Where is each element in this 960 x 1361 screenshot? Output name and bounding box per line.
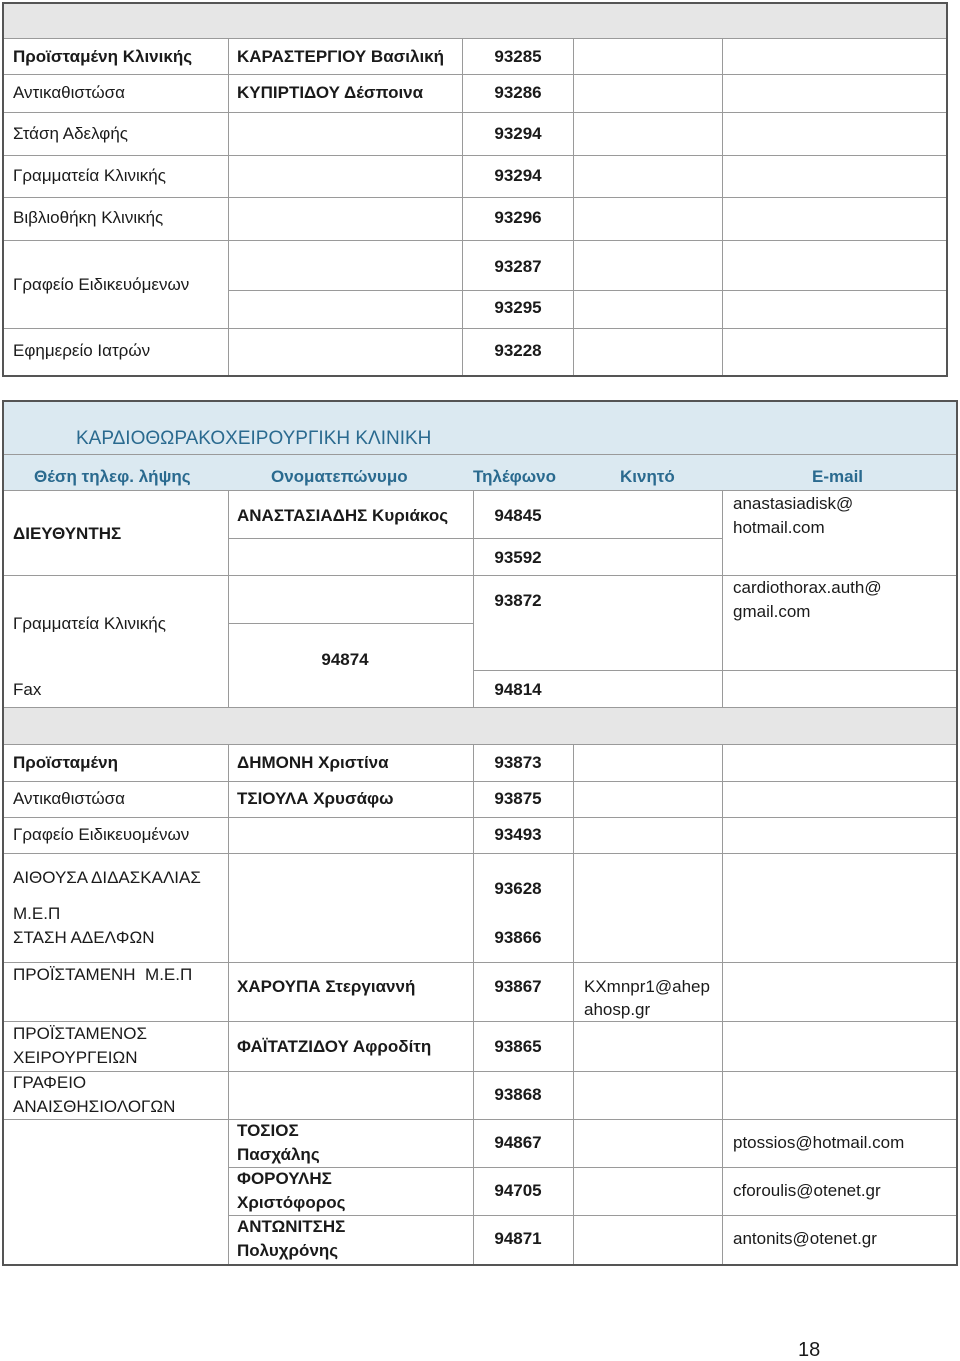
s3-row3-role: Γραφείο Ειδικευομένων [13,825,190,844]
doctor3-phone: 94871 [494,1229,542,1248]
doctor1-email: ptossios@hotmail.com [733,1133,905,1152]
surgery-head-phone: 93865 [494,1037,542,1056]
doctor1-phone: 94867 [494,1133,542,1152]
director-phone2: 93592 [494,548,542,567]
s3-row1-phone: 93873 [494,753,542,772]
director-email-line2: hotmail.com [733,518,825,537]
s3-row1-role: Προϊσταμένη [13,753,119,772]
s1-row2-phone: 93286 [494,83,542,102]
s1-row6-phone: 93287 [494,257,542,276]
mep-head-name: ΧΑΡΟΥΠΑ Στεργιαννή [237,977,416,996]
s1-row4-phone: 93294 [494,166,542,185]
doctor2-surname: ΦΟΡΟΥΛΗΣ [237,1169,332,1188]
doctor2-email: cforoulis@otenet.gr [733,1181,881,1200]
secretariat-email-line1: cardiothorax.auth@ [733,578,882,597]
director-email-line1: anastasiadisk@ [733,494,854,513]
anesth-role-line2: ΑΝΑΙΣΘΗΣΙΟΛΟΓΩΝ [13,1097,176,1116]
s3-row2-phone: 93875 [494,789,542,808]
s1-row2-name: ΚΥΠΙΡΤΙΔΟΥ Δέσποινα [237,83,424,102]
doctor3-surname: ΑΝΤΩΝΙΤΣΗΣ [237,1217,346,1236]
s1-row1-phone: 93285 [494,47,542,66]
s1-row6-phone2: 93295 [494,298,542,317]
s3-row2-name: ΤΣΙΟΥΛΑ Χρυσάφω [237,789,394,808]
mep-head-role: ΠΡΟΪΣΤΑΜΕΝΗ Μ.Ε.Π [13,965,193,984]
director-role: ΔΙΕΥΘΥΝΤΗΣ [13,524,122,543]
mep-head-phone: 93867 [494,977,542,996]
section1-header-band [4,4,946,38]
section3-header-band [4,708,956,744]
s1-row4-role: Γραμματεία Κλινικής [13,166,166,185]
doctor2-phone: 94705 [494,1181,542,1200]
secretariat-phone: 93872 [494,591,542,610]
doctor3-firstname: Πολυχρόνης [237,1241,339,1260]
s1-row2-role: Αντικαθιστώσα [13,83,125,102]
s3-row2-role: Αντικαθιστώσα [13,789,125,808]
secretariat-phone2: 94874 [321,650,369,669]
header-name: Ονοματεπώνυμο [271,467,408,486]
s1-row3-phone: 93294 [494,124,542,143]
nurses-station-phone: 93866 [494,928,542,947]
surgery-head-role-line2: ΧΕΙΡΟΥΡΓΕΙΩΝ [13,1048,138,1067]
header-position: Θέση τηλεφ. λήψης [34,467,191,486]
anesth-role-line1: ΓΡΑΦΕΙΟ [13,1073,87,1092]
secretariat-role: Γραμματεία Κλινικής [13,614,166,633]
doctor3-email: antonits@otenet.gr [733,1229,877,1248]
s1-row1-name: ΚΑΡΑΣΤΕΡΓΙΟΥ Βασιλική [237,47,445,66]
header-phone: Τηλέφωνο [473,467,556,486]
nurses-station-role: ΣΤΑΣΗ ΑΔΕΛΦΩΝ [13,928,155,947]
header-mobile: Κινητό [620,467,675,486]
surgery-head-name: ΦΑΪΤΑΤΖΙΔΟΥ Αφροδίτη [237,1037,432,1056]
doctor2-firstname: Χριστόφορος [237,1193,346,1212]
s1-row5-role: Βιβλιοθήκη Κλινικής [13,208,164,227]
s1-row5-phone: 93296 [494,208,542,227]
s3-row3-phone: 93493 [494,825,542,844]
doctor1-surname: ΤΟΣΙΟΣ [237,1121,299,1140]
lecture-room-role: ΑΙΘΟΥΣΑ ΔΙΔΑΣΚΑΛΙΑΣ [13,868,201,887]
mep-head-contact-line2: ahosp.gr [584,1000,651,1019]
mep-label: Μ.Ε.Π [13,904,61,923]
s1-row3-role: Στάση Αδελφής [13,124,128,143]
doctor1-firstname: Πασχάλης [237,1145,320,1164]
s1-row6-role: Γραφείο Ειδικευόμενων [13,275,190,294]
secretariat-email-line2: gmail.com [733,602,811,621]
mep-head-contact-line1: KXmnpr1@ahep [584,977,710,996]
s1-row1-role: Προϊσταμένη Κλινικής [13,47,193,66]
section2-title: ΚΑΡΔΙΟΘΩΡΑΚΟΧΕΙΡΟΥΡΓΙΚΗ ΚΛΙΝΙΚΗ [76,428,432,449]
director-phone: 94845 [494,506,542,525]
anesth-phone: 93868 [494,1085,542,1104]
lecture-room-phone: 93628 [494,879,542,898]
header-email: E-mail [812,467,864,486]
director-name: ΑΝΑΣΤΑΣΙΑΔΗΣ Κυριάκος [237,506,449,525]
s1-row7-role: Εφημερείο Ιατρών [13,341,151,360]
s3-row1-name: ΔΗΜΟΝΗ Χριστίνα [237,753,389,772]
s1-row7-phone: 93228 [494,341,542,360]
fax-role: Fax [13,680,42,699]
fax-phone: 94814 [494,680,542,699]
page-number: 18 [798,1339,821,1361]
surgery-head-role-line1: ΠΡΟΪΣΤΑΜΕΝΟΣ [13,1024,148,1043]
